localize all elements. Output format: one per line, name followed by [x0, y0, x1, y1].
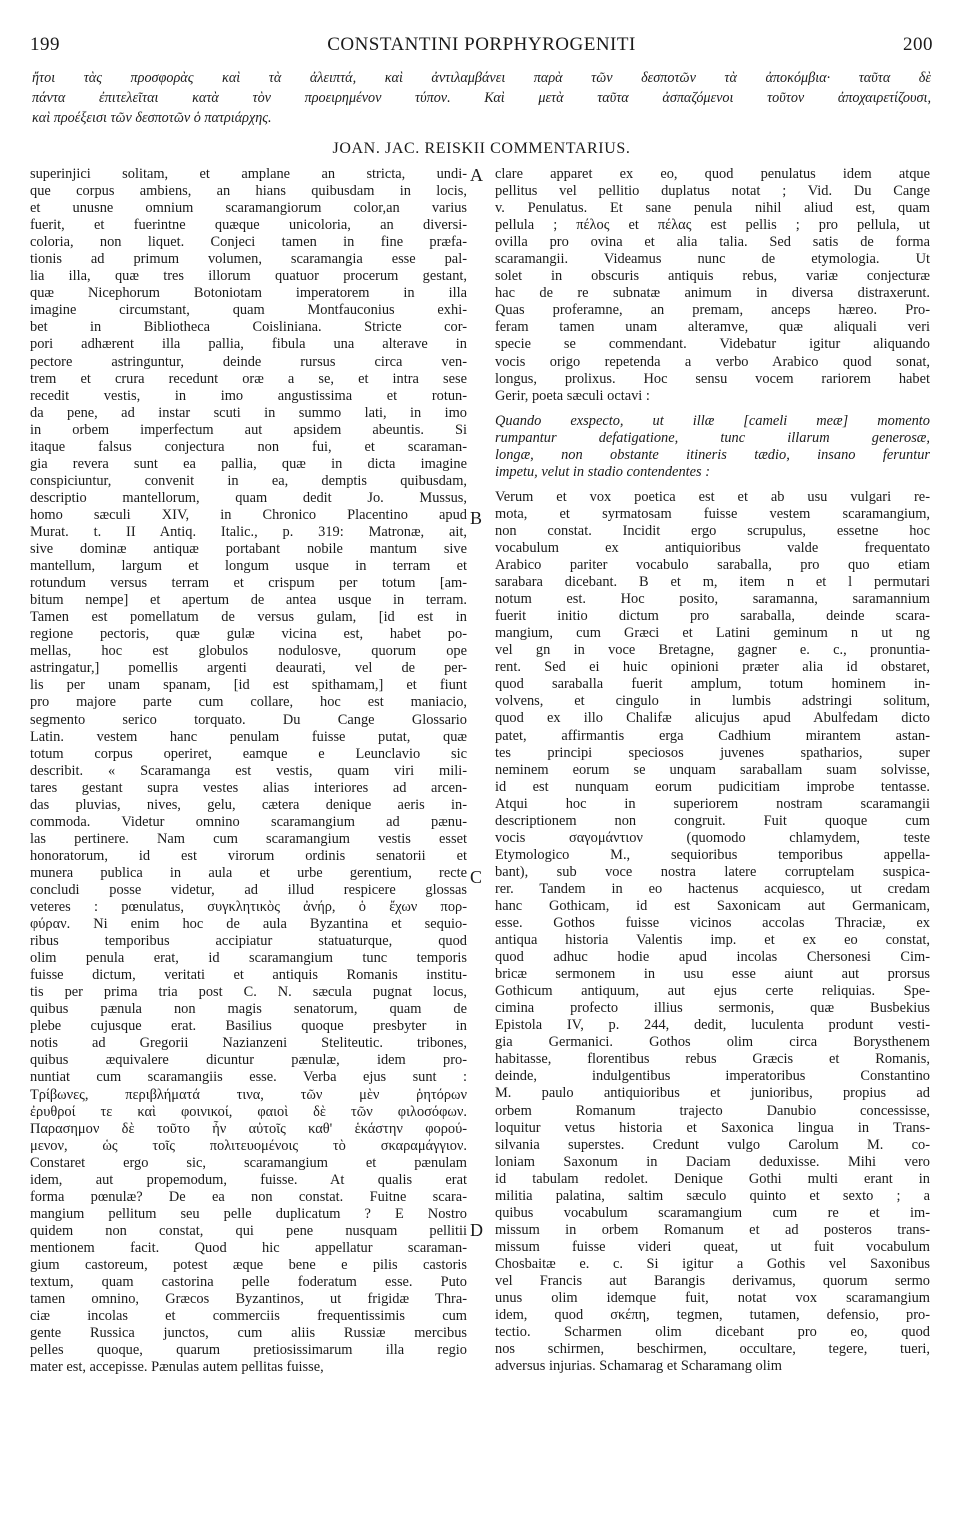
page-number-right: 200	[903, 34, 933, 55]
left-column-line: tis per prima tria post C. N. sæcula pugnat locus,	[30, 984, 467, 1001]
right-column-line: M. paulo antiquioribus et junioribus, propius ad	[495, 1085, 930, 1102]
greek-line: καὶ προέξεισι τῶν δεσποτῶν ὁ πατριάρχης.	[32, 110, 272, 126]
right-column-line: longus, prolixus. Hoc sensu vocem rariorem habet	[495, 370, 930, 387]
right-column	[495, 166, 930, 1375]
right-column-line: feram tamen unam alteramve, quæ aliquali veri	[495, 319, 930, 336]
right-column-line: specie se commendant. Videbatur igitur aliquando	[495, 336, 930, 353]
right-column-line: adversus injurias. Schamarag et Scharamang olim	[495, 1358, 782, 1375]
running-title: CONSTANTINI PORPHYROGENITI	[327, 34, 636, 55]
right-column-line: Verum et vox poetica est et ab usu vulgari re-	[495, 488, 930, 505]
left-column-line: concludi posse videtur, ad illud respicere glossas	[30, 881, 467, 898]
left-column-line: quibus pænula non magis senatorum, quam de	[30, 1001, 467, 1018]
left-column-line: quidem non constat, qui pene nusquam pellitii	[30, 1222, 467, 1239]
right-column-line: descriptionem non congruit. Fuit quoque cum	[495, 812, 930, 829]
right-column-line: Quas proferamne, an premam, anceps hæreo. Pro-	[495, 302, 930, 319]
margin-letter-d: D	[470, 1220, 483, 1240]
left-column-line: astringatur,] pomellis argenti deaurati, vel de per-	[30, 660, 467, 677]
right-column-line: Etymologico M., sequioribus temporibus appella-	[495, 846, 930, 863]
left-column-line: las pertinere. Nam cum scaramangium vestis esset	[30, 830, 467, 847]
right-column-line: quod ex illo Chalifæ alicujus apud Abulfedam dicto	[495, 710, 930, 727]
right-column-line: notum est. Hoc posito, saramanna, saramannium	[495, 591, 930, 608]
right-column-line: Chosbaitæ e. c. Si igitur a Gothis vel Saxonibus	[495, 1255, 930, 1272]
right-column-line: vocis σαγομάντιον (quomodo chlamydem, teste	[495, 829, 930, 846]
left-column-line: μενον, ὡς τοῖς πολιτευομένοις τὸ σκαραμάγγιον.	[30, 1137, 467, 1154]
left-column-line: Latin. vestem hanc penulam fuisse putat, quæ	[30, 728, 467, 745]
right-column-line: quod saraballa fuerit amplum, totum hominem in-	[495, 676, 930, 693]
left-column-line: mellas, hoc est globulos nodulosve, quorum ope	[30, 643, 467, 660]
right-column-line: Gothicum antiquum, aut ejus certe reliquias. Spe-	[495, 983, 930, 1000]
right-column-line: loquitur vetus historia et Saxonica lingua in Trans-	[495, 1119, 930, 1136]
left-column-line: ἐρυθροί τε καὶ φοινικοί, φαιοὶ δὲ τῶν φιλοσόφων.	[30, 1103, 467, 1120]
left-column-line: Τρίβωνες, περιβλήματά τινα, τῶν μὲν ῥητόρων	[30, 1086, 467, 1103]
left-column-line: conspiciuntur, convenit in ea, demptis quibusdam,	[30, 472, 467, 489]
left-column-line: regione pectoris, quæ gulæ vicina est, habet po-	[30, 626, 467, 643]
right-column-line: orbem Romanum trajecto Danubio concessisse,	[495, 1102, 930, 1119]
right-column-line: fuerit initio dictum pro saraballa, deinde scara-	[495, 608, 930, 625]
right-column-line: tes principi speciosos juvenes spatharios, super	[495, 744, 930, 761]
right-column-line: id tabulam redolet. Denique Gothi multi erant in	[495, 1170, 930, 1187]
left-column-line: mangium pellitum seu pelle duplicatum ? E Nostro	[30, 1205, 467, 1222]
right-column-line: nos schirmen, beschirmen, occultare, tegere, tueri,	[495, 1341, 930, 1358]
right-column-line: Epistola IV, p. 244, dedit, luculenta produnt vesti-	[495, 1017, 930, 1034]
right-column-line: mota, et syrmatosam fuisse vestem scaramangium,	[495, 505, 930, 522]
left-column-line: tionis ad primum volumen, scaramangia esse pal-	[30, 251, 467, 268]
right-column-line: pellitus vel pellitio duplatus notat ; Vid. Du Cange	[495, 183, 930, 200]
left-column-line: honoratorum, id est virorum ordinis senatorii et	[30, 847, 467, 864]
right-column-line: loniam Saxonum in Daciam deduxisse. Mihi vero	[495, 1153, 930, 1170]
right-column-line: rumpantur defatigatione, tunc illarum generosæ,	[495, 429, 930, 446]
left-column-line: recedit vestis, in imo angustissima et rotun-	[30, 387, 467, 404]
right-column-line: militia palatina, saltim sæculo quinto et sexto ; a	[495, 1187, 930, 1204]
right-column-line: longæ, non obstante itineris tædio, insano feruntur	[495, 446, 930, 463]
right-column-line: clare apparet ex eo, quod penulatus idem atque	[495, 166, 930, 182]
left-column-line: lia illa, quæ tres illorum quatuor procerum gestant,	[30, 268, 467, 285]
left-column-line: idem, aut propemodum, fuisse. At qualis erat	[30, 1171, 467, 1188]
right-column-line: Gerir, poeta sæculi octavi :	[495, 387, 650, 404]
left-column-line: bitum nempe] et apertum de antea usque in terram.	[30, 592, 467, 609]
left-column-line: imagine circumstant, quam Montfauconius exhi-	[30, 302, 467, 319]
left-column-line: forma pœnulæ? De ea non constat. Fuitne scara-	[30, 1188, 467, 1205]
right-column-line: Atqui hoc in superiorem nostram scaramangii	[495, 795, 930, 812]
left-column-line: segmento serico torquato. Du Cange Glossario	[30, 711, 467, 728]
right-column-line: hac de re subnatæ animum in diversa distraxerunt.	[495, 285, 930, 302]
left-column-line: coloria, non liquet. Conjeci tamen in fine præfa-	[30, 234, 467, 251]
right-column-line: vocabulum ex antiquioribus valde frequentato	[495, 539, 930, 556]
left-column-line: pectore astringuntur, deinde rursus circa ven-	[30, 353, 467, 370]
left-column-line: mantellum, largum et longum usque in terram et	[30, 558, 467, 575]
left-column-line: gium castoreum, potest æque bene e pilis castoris	[30, 1257, 467, 1273]
right-column-line: tectio. Scharmen olim dicebant pro eo, quod	[495, 1324, 930, 1341]
right-column-line: quibus vocabulum scaramangium cum re et im-	[495, 1204, 930, 1221]
right-column-line: ovilla pro ovina et alia talia. Sed satis de forma	[495, 234, 930, 251]
greek-text	[32, 68, 931, 128]
right-column-line: sarabara dicebant. B et m, item n et l permutari	[495, 574, 930, 591]
right-column-line: bricæ sermonem in usu esse aiunt aut prorsus	[495, 966, 930, 983]
right-column-line: esse. Gothos fuisse vicinos accolas Thraciæ, ex	[495, 915, 930, 932]
page-number-left: 199	[30, 34, 60, 55]
left-column-line: Παρασημον δὲ τοῦτο ἦν αὐτοῖς καθ' ἑκάστην φορού-	[30, 1120, 467, 1137]
margin-letter-c: C	[470, 867, 483, 887]
left-column-line: superinjici solitam, et amplane an stricta, undi-	[30, 166, 467, 182]
right-column-line	[495, 405, 930, 413]
left-column-line: quæ Nicephorum Botoniotam imperatorem in illa	[30, 285, 467, 302]
right-column-line: missum fuisse videri queat, ut fuit vocabulum	[495, 1238, 930, 1255]
right-column-line	[495, 481, 930, 489]
left-column-line: trem et crura recedunt oræ a se, et intra sese	[30, 370, 467, 387]
right-column-line: quod adhuc hodie apud incolas Chersonesi Cim-	[495, 949, 930, 966]
right-column-line: non constat. Incidit ergo scrupulus, essetne hoc	[495, 522, 930, 539]
left-column-line: fuisse dictum, veritati et antiquis Romanis institu-	[30, 967, 467, 984]
greek-line: ἤτοι τὰς προσφορὰς καὶ τὰ ἀλειπτά, καὶ ἀντιλαμβάνει παρὰ τῶν δεσποτῶν τὰ ἀποκόμβια· ταῦτα δὲ	[32, 70, 931, 86]
right-column-line: silvania superstes. Credunt vulgo Carolum M. co-	[495, 1136, 930, 1153]
right-column-line: cimina profecto illius sermonis, quæ Busbekius	[495, 1000, 930, 1017]
right-column-line: rent. Sed ei huic opinioni præter alia id obstaret,	[495, 659, 930, 676]
left-column-line: commoda. Videtur omnino scaramangium ad pænu-	[30, 813, 467, 830]
left-column-line: descriptio mantellorum, quam dedit Jo. Mussus,	[30, 489, 467, 506]
right-column-line: antiqua historia Valentis imp. et ex eo constat,	[495, 932, 930, 949]
left-column-line: notis ad Gregorii Nazianzeni Steliteutic. tribones,	[30, 1035, 467, 1052]
left-column-line: mentionem facit. Quod hic appellatur scaraman-	[30, 1239, 467, 1256]
left-column-line: munera publica in aula et urbe gerentium, recte	[30, 864, 467, 881]
right-column-line: pellula ; πέλος et πέλας est pellis ; pro pellula, ut	[495, 217, 930, 234]
margin-letter-b: B	[470, 508, 483, 528]
right-column-line: Quando exspecto, ut illæ [cameli meæ] momento	[495, 412, 930, 429]
right-column-line: patet, affirmantis erga Cadhium mirantem astan-	[495, 727, 930, 744]
running-header	[30, 34, 933, 60]
left-column-line: das pluvias, nives, gelu, cætera denique aeris in-	[30, 796, 467, 813]
greek-line: πάντα ἐπιτελεῖται κατὰ τὸν προειρημένον τύπον. Καὶ μετὰ ταῦτα ἀσπαζόμενοι τοῦτον ἀποχαιρετίζουσι,	[32, 90, 931, 106]
left-column-line: quibus æquivalere dicuntur pænulæ, idem pro-	[30, 1052, 467, 1069]
left-column-line: Murat. t. II Antiq. Italic., p. 319: Matronæ, ait,	[30, 523, 467, 540]
left-column-line: Constaret ergo sic, scaramangium et pænulam	[30, 1154, 467, 1171]
left-column-line: φύραν. Ni enim hoc de aula Byzantina et sequio-	[30, 916, 467, 933]
right-column-line: Arabico pariter vocabulo saraballa, pro quo etiam	[495, 557, 930, 574]
left-column-line: fuerit, et fuerintne quæque unicoloria, an diversi-	[30, 217, 467, 234]
right-column-line: bant), sub voce nostra latere corruptelam suspica-	[495, 863, 930, 880]
right-column-line: rer. Tandem in eo hactenus acquiesco, ut credam	[495, 880, 930, 897]
right-column-line: vel Francis aut Barangis derivamus, quorum sermo	[495, 1273, 930, 1289]
left-column-line: gia revera sunt ea pallia, quæ in dicta imagine	[30, 455, 467, 472]
left-column-line: gente Russica junctos, cum aliis Russiæ mercibus	[30, 1325, 467, 1342]
right-column-line: vel gn in voce Bretagne, gagner e. c., pronuntia-	[495, 642, 930, 659]
left-column-line: veteres : pœnulatus, συγκλητικὸς ἀνήρ, ὁ ἔχων πορ-	[30, 899, 467, 916]
right-column-line: unus olim idemque fuit, notat vox scaramangium	[495, 1290, 930, 1307]
right-column-line: id est nunquam eorum pudicitiam improbe tentasse.	[495, 778, 930, 795]
right-column-line: impetu, velut in stadio contendentes :	[495, 463, 711, 480]
left-column-line: textum, quam castorina pelle foderatum esse. Puto	[30, 1274, 467, 1291]
left-column-line: plebe cujusque erat. Basilius quoque presbyter in	[30, 1018, 467, 1035]
left-column-line: que corpus ambiens, an hians quibusdam in locis,	[30, 183, 467, 200]
left-column-line: ciæ incolas et commerciis frequentissimis cum	[30, 1308, 467, 1325]
left-column-line: sive dominæ antiquæ portabant nobile mantum sive	[30, 541, 467, 558]
right-column-line: habitasse, florentibus rebus Græcis et Romanis,	[495, 1051, 930, 1068]
right-column-line: idem, quod σκέπη, tegmen, tutamen, defensio, pro-	[495, 1307, 930, 1324]
left-column-line: nuntiat cum scaramangiis esse. Verba ejus sunt :	[30, 1069, 467, 1086]
left-column-line: homo sæculi XIV, in Chronico Placentino apud	[30, 506, 467, 523]
right-column-line: scaramangii. Videamus nunc de etymologia. Ut	[495, 251, 930, 268]
left-column-line: pelles quoque, quarum pretiosissimarum illa regio	[30, 1342, 467, 1359]
left-column-line: in orbem imperfectum aut apsidem abeuntis. Si	[30, 421, 467, 438]
commentary-heading: JOAN. JAC. REISKII COMMENTARIUS.	[332, 140, 631, 157]
right-column-line: vocis origo repetenda a verbo Arabico quod sonat,	[495, 353, 930, 370]
left-column-line: pro majore parte cum collare, hoc est maniacio,	[30, 694, 467, 711]
right-column-line: missum in orbem Romanum et ad posteros trans-	[495, 1221, 930, 1238]
left-column-line: tamen omnino, Græcos Byzantinos, ut frigidæ Thra-	[30, 1291, 467, 1308]
margin-letter-a: A	[470, 165, 483, 185]
left-column-line: olim penula erat, id scaramangium tunc temporis	[30, 950, 467, 967]
right-column-line: mangium, cum Græci et Latini geminum n ut ng	[495, 625, 930, 642]
left-column-line: Tamen est pomellatum de versus gulam, [id est in	[30, 609, 467, 626]
right-column-line: solet in obscuris antiquis rebus, variæ conjecturæ	[495, 268, 930, 285]
left-column-line: ribus temporibus accipiatur statuaturque, quod	[30, 933, 467, 950]
right-column-line: neminem eorum se unquam saraballam suam solvisse,	[495, 761, 930, 778]
right-column-line: gia Germanici. Gothos olim circa Borysthenem	[495, 1034, 930, 1051]
left-column-line: describit. « Scaramanga est vestis, quam viri mili-	[30, 762, 467, 779]
left-column-line: lis per unam spanam, [id est spithamam,] et fiunt	[30, 677, 467, 694]
left-column-line: tares gestant supra vestes alias interiores ad arcen-	[30, 779, 467, 796]
left-column-line: et unusne omnium scaramangiorum color,an varius	[30, 200, 467, 217]
right-column-line: volvens, et cingulo in lumbis adstringi solitum,	[495, 693, 930, 710]
left-column-line: da pene, ad instar scuti in summo lati, in imo	[30, 404, 467, 421]
right-column-line: deinde, indulgentibus imperatoribus Constantino	[495, 1068, 930, 1085]
left-column-line: itaque falsus conjectura non fui, et scaraman-	[30, 438, 467, 455]
right-column-line: v. Penulatus. Et sane penula nihil aliud est, quam	[495, 200, 930, 217]
left-column-line: pori adhærent illa pallia, fibula una alterave in	[30, 336, 467, 353]
left-column-line: mater est, accepisse. Pænulas autem pellitas fuisse,	[30, 1359, 324, 1376]
right-column-line: hanc Gothicam, id est Saxonicam aut Germanicam,	[495, 897, 930, 914]
left-column-line: totum corpus operiret, eamque e Leunclavio sic	[30, 745, 467, 762]
left-column	[30, 166, 467, 1376]
left-column-line: rotundum versus terram et crispum per totum [am-	[30, 575, 467, 592]
left-column-line: bet in Bibliotheca Coisliniana. Stricte cor-	[30, 319, 467, 336]
